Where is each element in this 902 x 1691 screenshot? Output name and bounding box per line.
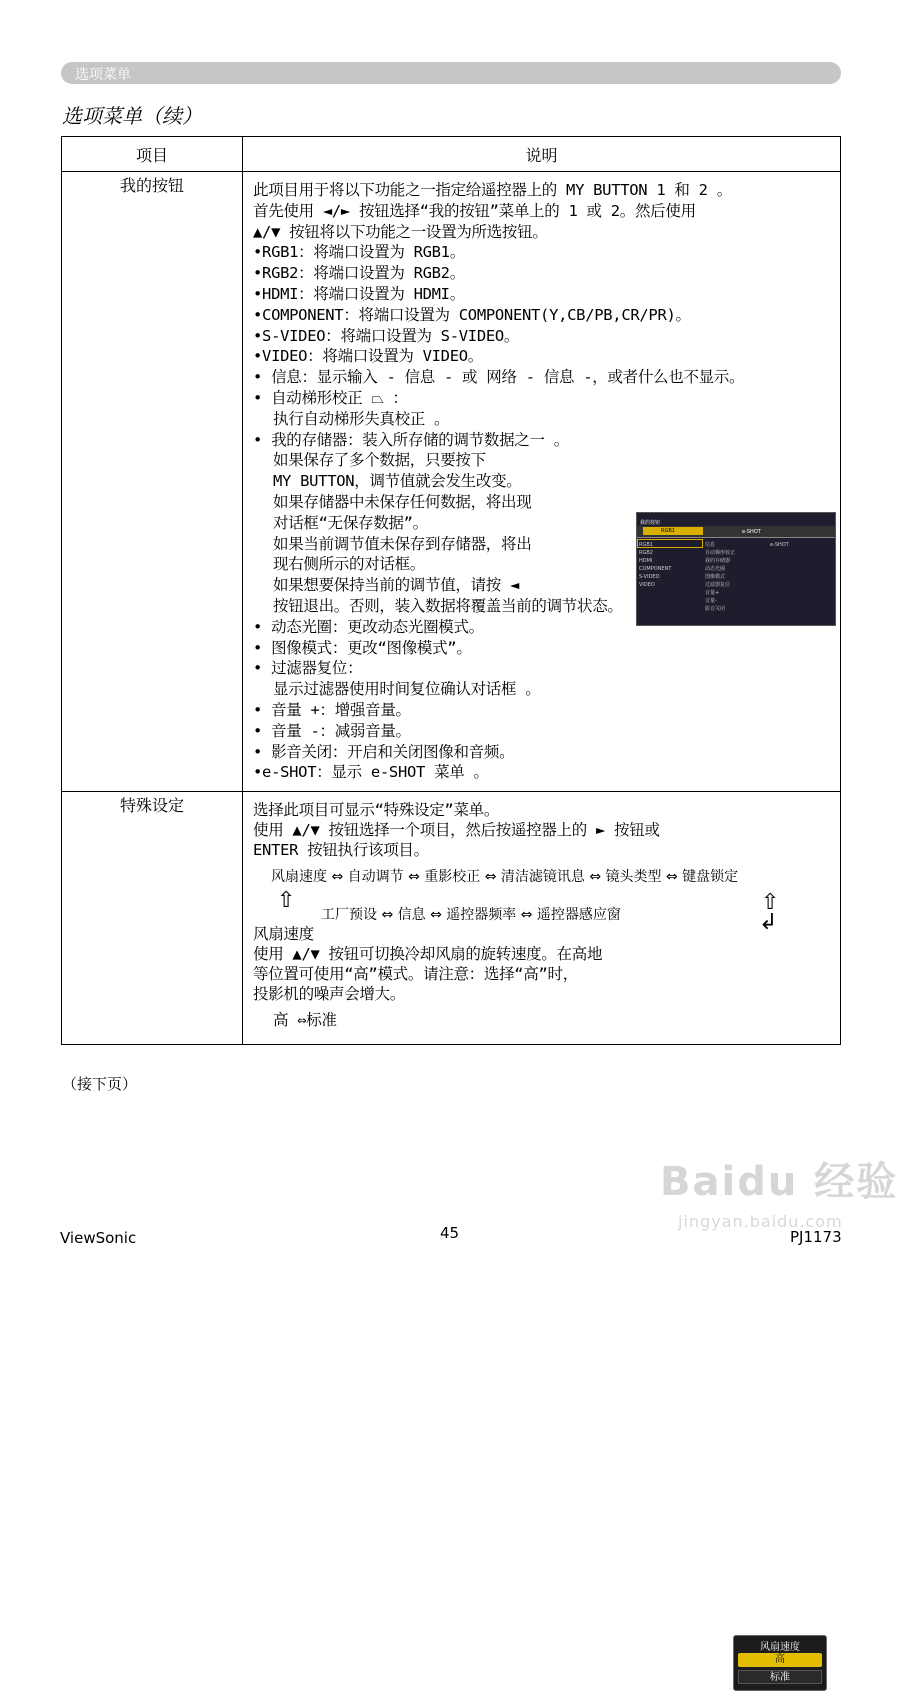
desc-line: •HDMI：将端口设置为 HDMI。: [253, 285, 465, 303]
fan-speed-title: 风扇速度: [760, 1642, 800, 1653]
desc-line: 对话框“无保存数据”。: [273, 513, 428, 532]
desc-line: • 影音关闭：开启和关闭图像和音频。: [253, 742, 515, 761]
description-lines: [243, 172, 840, 789]
footer-page-number: 45: [440, 1224, 460, 1242]
desc-line: • 过滤器复位：: [253, 659, 363, 678]
desc-line: • 音量 -：减弱音量。: [253, 721, 411, 740]
desc-line: 如果当前调节值未保存到存储器，将出: [273, 534, 532, 553]
table-header-row: [62, 137, 841, 172]
menu-column-eshot: e-SHOT: [770, 542, 789, 548]
item-my-button: 我的按钮: [62, 172, 243, 792]
watermark-url: jingyan.baidu.com: [678, 1212, 843, 1231]
item-special-settings: 特殊设定: [62, 792, 243, 1045]
menu-selected-label: RGB1: [661, 528, 675, 534]
desc-line: •e-SHOT：显示 e-SHOT 菜单 。: [253, 763, 489, 782]
table-row-my-button: [62, 172, 841, 792]
desc-line: 投影机的噪声会增大。: [253, 985, 406, 1003]
flow-row-1: 风扇速度 ⇔ 自动调节 ⇔ 重影校正 ⇔ 清洁滤镜讯息 ⇔ 镜头类型 ⇔ 键盘锁定: [271, 869, 739, 885]
menu-column-functions: 信息 自动梯形校正 我的存储器 动态光圈 图像模式 过滤器复位 音量+ 音量- 影音关闭: [705, 542, 736, 612]
desc-line: 等位置可使用“高”模式。请注意：选择“高”时，: [253, 965, 578, 983]
section-header-label: 选项菜单: [75, 67, 131, 83]
menu-column-ports: RGB1 RGB2 HDMI COMPONENT S-VIDEO VIDEO: [639, 542, 672, 588]
up-arrow-icon: ⇧: [277, 888, 296, 913]
desc-line: •RGB2：将端口设置为 RGB2。: [253, 264, 465, 283]
fan-option-high: 高: [738, 1653, 822, 1667]
desc-line: • 我的存储器：装入所存储的调节数据之一 。: [253, 430, 569, 449]
desc-line: 显示过滤器使用时间复位确认对话框 。: [273, 680, 541, 699]
desc-line: • 音量 +：增强音量。: [253, 701, 411, 719]
return-arrow-icon: ⇧: [761, 890, 780, 915]
column-header-description: 说明: [243, 137, 841, 172]
desc-line: • 图像模式：更改“图像模式”。: [253, 638, 472, 657]
desc-line: 使用 ▲/▼ 按钮可切换冷却风扇的旋转速度。在高地: [253, 945, 603, 963]
page-title: 选项菜单（续）: [62, 104, 202, 128]
return-corner-icon: ↲: [759, 910, 778, 935]
desc-line: • 自动梯形校正 ⏢ ：: [253, 389, 408, 407]
desc-line: 执行自动梯形失真校正 。: [273, 409, 450, 428]
desc-line: 首先使用 ◄/► 按钮选择“我的按钮”菜单上的 1 或 2。然后使用: [253, 201, 696, 220]
desc-line: 现右侧所示的对话框。: [273, 555, 426, 574]
menu-selected-highlight: [643, 527, 703, 535]
continued-note: （接下页）: [62, 1075, 138, 1093]
column-header-item: 项目: [62, 137, 243, 172]
desc-line: •S-VIDEO：将端口设置为 S-VIDEO。: [253, 326, 520, 345]
watermark-logo: Baidu 经验: [660, 1159, 899, 1205]
desc-line: •VIDEO：将端口设置为 VIDEO。: [253, 347, 483, 366]
description-my-button: [243, 172, 841, 792]
desc-line: 按钮退出。否则，装入数据将覆盖当前的调节状态。: [273, 597, 623, 615]
desc-line: 如果想要保持当前的调节值，请按 ◄: [273, 576, 520, 595]
desc-line: 此项目用于将以下功能之一指定给遥控器上的 MY BUTTON 1 和 2 。: [253, 181, 732, 199]
desc-line: 风扇速度: [253, 925, 314, 943]
desc-line: • 动态光圈：更改动态光圈模式。: [253, 617, 484, 636]
desc-line: 使用 ▲/▼ 按钮选择一个项目，然后按遥控器上的 ► 按钮或: [253, 821, 660, 839]
fan-speed-dialog: [733, 1635, 827, 1691]
section-header-bar: [61, 62, 841, 84]
desc-line: •COMPONENT：将端口设置为 COMPONENT(Y,CB/PB,CR/PR)。: [253, 305, 691, 324]
footer-brand: ViewSonic: [60, 1229, 137, 1247]
fan-option-standard: 标准: [738, 1670, 822, 1684]
desc-line: • 信息：显示输入 - 信息 - 或 网络 - 信息 -，或者什么也不显示。: [253, 368, 745, 387]
desc-line: •RGB1：将端口设置为 RGB1。: [253, 243, 465, 262]
desc-line: 如果存储器中未保存任何数据，将出现: [273, 493, 532, 511]
my-button-menu-screenshot: [636, 512, 836, 626]
table-row-special-settings: [62, 792, 841, 1045]
menu-bar-value: e-SHOT: [742, 529, 761, 535]
desc-line: 如果保存了多个数据，只要按下: [273, 451, 486, 470]
desc-line: 选择此项目可显示“特殊设定”菜单。: [253, 801, 500, 819]
footer-model: PJ1173: [790, 1228, 842, 1246]
desc-line: 高 ⇔标准: [273, 1011, 337, 1029]
desc-line: MY BUTTON，调节值就会发生改变。: [273, 472, 522, 491]
desc-line: ENTER 按钮执行该项目。: [253, 841, 429, 859]
menu-bar-label: 我的按钮: [640, 520, 661, 526]
desc-line: ▲/▼ 按钮将以下功能之一设置为所选按钮。: [253, 222, 548, 241]
flow-row-2: 工厂预设 ⇔ 信息 ⇔ 遥控器频率 ⇔ 遥控器感应窗: [321, 907, 621, 923]
